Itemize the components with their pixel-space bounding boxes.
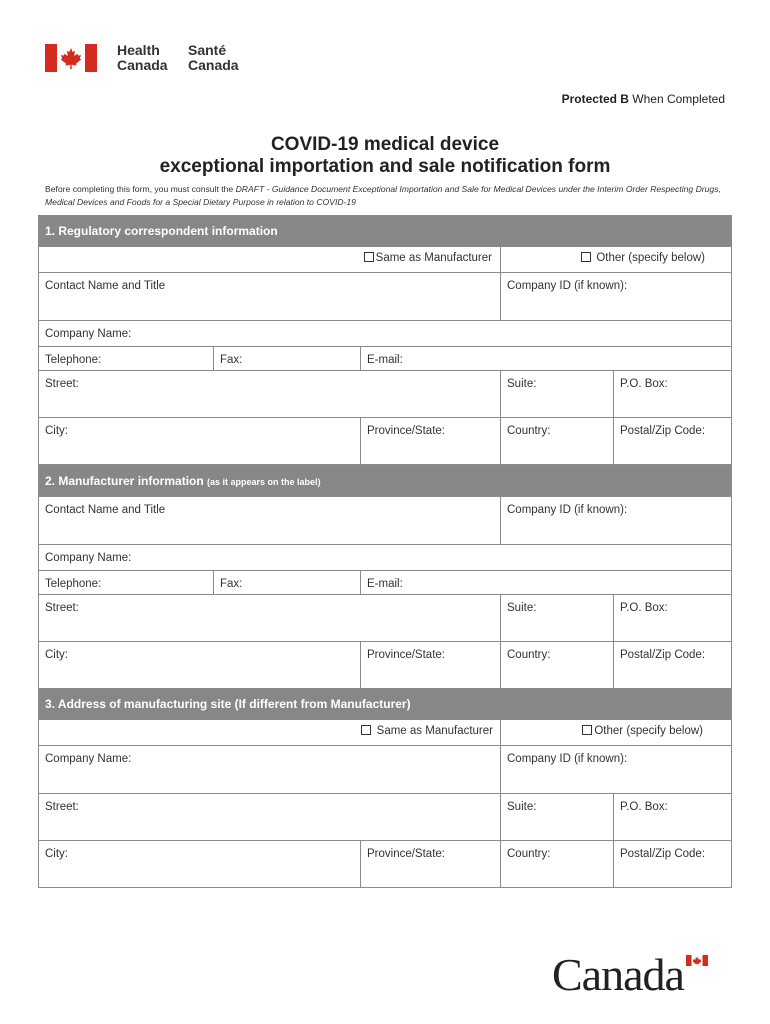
street-field[interactable]: Street: (39, 794, 501, 841)
country-field[interactable]: Country: (501, 418, 614, 465)
canada-wordmark: Canada (552, 949, 684, 1000)
section-1-header: 1. Regulatory correspondent information (39, 216, 732, 247)
telephone-field[interactable]: Telephone: (39, 347, 214, 371)
company-id-field[interactable]: Company ID (if known): (501, 746, 732, 794)
street-field[interactable]: Street: (39, 371, 501, 418)
section-1-table (38, 215, 732, 465)
city-field[interactable]: City: (39, 642, 361, 689)
company-name-field[interactable]: Company Name: (39, 746, 501, 794)
postal-code-field[interactable]: Postal/Zip Code: (614, 418, 732, 465)
checkbox-same-as-manufacturer[interactable] (364, 252, 374, 262)
suite-field[interactable]: Suite: (501, 595, 614, 642)
po-box-field[interactable]: P.O. Box: (614, 595, 732, 642)
company-name-field[interactable]: Company Name: (39, 545, 732, 571)
same-as-manufacturer-option[interactable]: Same as Manufacturer (39, 720, 501, 746)
page-title: COVID-19 medical device exceptional importation and sale notification form (159, 134, 611, 177)
postal-code-field[interactable]: Postal/Zip Code: (614, 841, 732, 888)
suite-field[interactable]: Suite: (501, 794, 614, 841)
street-field[interactable]: Street: (39, 595, 501, 642)
email-field[interactable]: E-mail: (361, 571, 732, 595)
email-field[interactable]: E-mail: (361, 347, 732, 371)
section-3-table (38, 688, 732, 888)
section-2-table (38, 465, 732, 689)
company-id-field[interactable]: Company ID (if known): (501, 497, 732, 545)
checkbox-other[interactable] (582, 725, 592, 735)
contact-name-field[interactable]: Contact Name and Title (39, 273, 501, 321)
suite-field[interactable]: Suite: (501, 371, 614, 418)
wordmark-flag-icon (686, 955, 708, 966)
po-box-field[interactable]: P.O. Box: (614, 794, 732, 841)
section-2-header: 2. Manufacturer information (as it appears on the label) (39, 466, 732, 497)
checkbox-same-as-manufacturer[interactable] (361, 725, 371, 735)
po-box-field[interactable]: P.O. Box: (614, 371, 732, 418)
checkbox-other[interactable] (581, 252, 591, 262)
company-name-field[interactable]: Company Name: (39, 321, 732, 347)
other-option[interactable]: Other (specify below) (501, 247, 732, 273)
city-field[interactable]: City: (39, 418, 361, 465)
company-id-field[interactable]: Company ID (if known): (501, 273, 732, 321)
same-as-manufacturer-option[interactable]: Same as Manufacturer (39, 247, 501, 273)
section-3-header: 3. Address of manufacturing site (If different from Manufacturer) (39, 689, 732, 720)
postal-code-field[interactable]: Postal/Zip Code: (614, 642, 732, 689)
city-field[interactable]: City: (39, 841, 361, 888)
province-field[interactable]: Province/State: (361, 841, 501, 888)
intro-text: Before completing this form, you must consult the DRAFT - Guidance Document Exceptional Importation and Sale for Medical Devices under the Interim Order Respecting Drugs, Medical Devices and Foods for a Special Dietary Purpose in relation to COVID-19 (45, 184, 721, 207)
province-field[interactable]: Province/State: (361, 418, 501, 465)
fax-field[interactable]: Fax: (214, 347, 361, 371)
department-name-french: Santé Canada (188, 42, 239, 73)
telephone-field[interactable]: Telephone: (39, 571, 214, 595)
fax-field[interactable]: Fax: (214, 571, 361, 595)
other-option[interactable]: Other (specify below) (501, 720, 732, 746)
department-name-english: Health Canada (117, 42, 168, 73)
protected-b-label: Protected B When Completed (561, 92, 725, 106)
contact-name-field[interactable]: Contact Name and Title (39, 497, 501, 545)
country-field[interactable]: Country: (501, 642, 614, 689)
canada-flag-icon (45, 44, 97, 72)
province-field[interactable]: Province/State: (361, 642, 501, 689)
country-field[interactable]: Country: (501, 841, 614, 888)
